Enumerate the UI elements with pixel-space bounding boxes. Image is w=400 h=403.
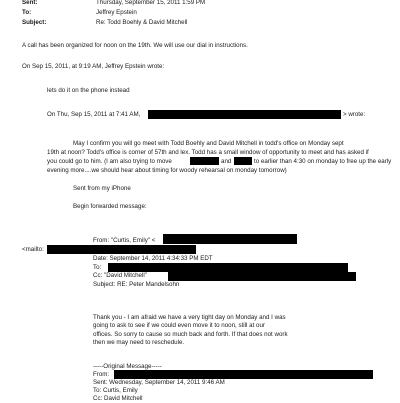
message-line-move-end: to earlier than 4:30 on monday to free up the early [254,158,392,165]
to-value: Jeffrey Epstein [96,9,137,16]
forward-date: Date: September 14, 2011 4:34:33 PM EDT [93,255,213,262]
message-line-todd-office: 19th at noon? Todd's office is corner of 57th and lex. Todd has a small window of opportunity to meet and has asked if [47,149,369,156]
forward-subject: Subject: RE: Peter Mandelsohn [93,281,180,288]
sent-label: Sent: [22,0,38,6]
redaction-bar [168,272,356,281]
redaction-bar [108,263,348,272]
original-cc: Cc: David Mitchell [93,395,143,402]
message-line-call-organized: A call has been organized for noon on the 19th. We will use our dial in instructions. [22,42,248,49]
redaction-bar [148,110,341,119]
reply-line: going to ask to see if we could even move it to noon, still at our [93,322,265,329]
redaction-bar [114,370,373,379]
message-line-move-and: and [221,158,232,165]
reply-line: then we may need to reschedule. [93,339,185,346]
reply-line: offices. So sorry to cause so much back and forth. If that does not work [93,331,288,338]
forward-cc: Cc: "David Mitchell" [93,272,147,279]
quote-header-end: > wrote: [343,111,366,118]
reply-line: Thank you - I am afraid we have a very tight day on Monday and I was [93,314,286,321]
sent-from-iphone: Sent from my iPhone [73,185,131,192]
begin-forwarded: Begin forwarded message: [73,203,147,210]
sent-value: Thursday, September 15, 2011 1:59 PM [96,0,206,6]
original-divider: -----Original Message----- [93,363,162,370]
forward-to: To: [93,264,102,271]
subject-label: Subject: [22,19,47,26]
redaction-bar [234,157,252,165]
message-line-phone: lets do it on the phone instead [47,87,130,94]
original-sent: Sent: Wednesday, September 14, 2011 9:46 AM [93,379,225,386]
quote-header-epstein: On Sep 15, 2011, at 9:19 AM, Jeffrey Epstein wrote: [22,63,165,70]
message-line-confirm: May I confirm you will go meet with Todd Boehly and David Mitchell in todd's office on Monday sept [73,140,344,147]
message-line-move-start: you could go to him. (I am also trying to move [47,158,172,165]
original-from: From: [93,371,110,378]
message-line-woody: evening more....we should hear about timing for woody rehearsal on monday tomorrow) [47,167,287,174]
redaction-bar [47,245,196,254]
redaction-bar [163,234,297,244]
forward-mailto: <mailto: [22,246,44,253]
original-to: To: Curtis, Emily [93,387,138,394]
forward-from: From: "Curtis, Emily" < [93,237,156,244]
to-label: To: [22,9,32,16]
quote-header-start: On Thu, Sep 15, 2011 at 7:41 AM, [47,111,141,118]
redaction-bar [190,157,219,165]
subject-value: Re: Todd Boehly & David Mitchell [96,19,188,26]
